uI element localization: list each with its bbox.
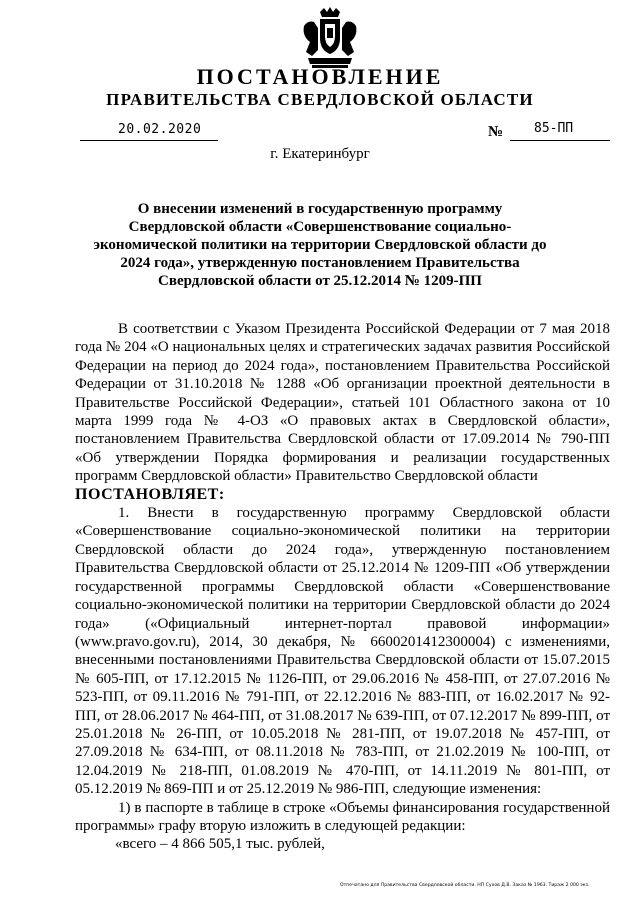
- coat-of-arms-emblem: [298, 6, 362, 70]
- number-label: №: [488, 124, 504, 140]
- document-subject: О внесении изменений в государственную программу Свердловской области «Совершенствование социально-экономической политики на территории Свердловской области до 2024 года», утвержденную постановлением Правительства Свердловской области от 25.12.2014 № 1209-ПП: [93, 201, 547, 289]
- city: г. Екатеринбург: [270, 146, 370, 162]
- resolve-heading: ПОСТАНОВЛЯЕТ:: [75, 485, 225, 503]
- issuer-subtitle: ПРАВИТЕЛЬСТВА СВЕРДЛОВСКОЙ ОБЛАСТИ: [106, 90, 534, 109]
- date-underline: [80, 140, 218, 141]
- preamble-paragraph: В соответствии с Указом Президента Российской Федерации от 7 мая 2018 года № 204 «О национальных целях и стратегических задачах развития Российской Федерации на период до 2024 года», постановлением Правительства Российской Федерации от 31.10.2018 № 1288 «Об организации проектной деятельности в Правительстве Российской Федерации», статьей 101 Областного закона от 10 марта 1999 года № 4-ОЗ «О правовых актах в Свердловской области», постановлением Правительства Свердловской области от 17.09.2014 № 790-ПП «Об утверждении Порядка формирования и реализации государственных программ Свердловской области» Правительство Свердловской области: [75, 321, 610, 485]
- document-body: [75, 320, 610, 854]
- print-footer: Отпечатано для Правительства Свердловской области. НП Сухов Д.В. Заказ № 1963. Тираж 2 000 экз.: [340, 883, 590, 888]
- quote-paragraph: «всего – 4 866 505,1 тыс. рублей,: [115, 836, 325, 853]
- document-number: 85-ПП: [534, 121, 574, 136]
- item-1-1-paragraph: 1) в паспорте в таблице в строке «Объемы финансирования государственной программы» графу вторую изложить в следующей редакции:: [75, 799, 610, 834]
- document-title: ПОСТАНОВЛЕНИЕ: [196, 64, 444, 89]
- number-underline: [510, 140, 610, 141]
- document-date: 20.02.2020: [118, 122, 202, 137]
- item-1-paragraph: 1. Внести в государственную программу Свердловской области «Совершенствование социально-экономической политики на территории Свердловской области до 2024 года», утвержденную постановлением Правительства Свердловской области от 25.12.2014 № 1209-ПП «Об утверждении государственной программы Свердловской области «Совершенствование социально-экономической политики на территории Свердловской области до 2024 года» («Официальный интернет-портал правовой информации» (www.pravo.gov.ru), 2014, 30 декабря, № 6600201412300004) с изменениями, внесенными постановлениями Правительства Свердловской области от 15.07.2015 № 605-ПП, от 17.12.2015 № 1126-ПП, от 29.06.2016 № 458-ПП, от 27.07.2016 № 523-ПП, от 09.11.2016 № 791-ПП, от 22.12.2016 № 883-ПП, от 16.02.2017 № 92-ПП, от 28.06.2017 № 464-ПП, от 31.08.2017 № 639-ПП, от 07.12.2017 № 899-ПП, от 25.01.2018 № 26-ПП, от 10.05.2018 № 281-ПП, от 19.07.2018 № 457-ПП, от 27.09.2018 № 634-ПП, от 08.11.2018 № 783-ПП, от 21.02.2019 № 100-ПП, от 12.04.2019 № 218-ПП, 01.08.2019 № 470-ПП, от 14.11.2019 № 801-ПП, от 05.12.2019 № 869-ПП и от 25.12.2019 № 986-ПП, следующие изменения:: [75, 505, 610, 798]
